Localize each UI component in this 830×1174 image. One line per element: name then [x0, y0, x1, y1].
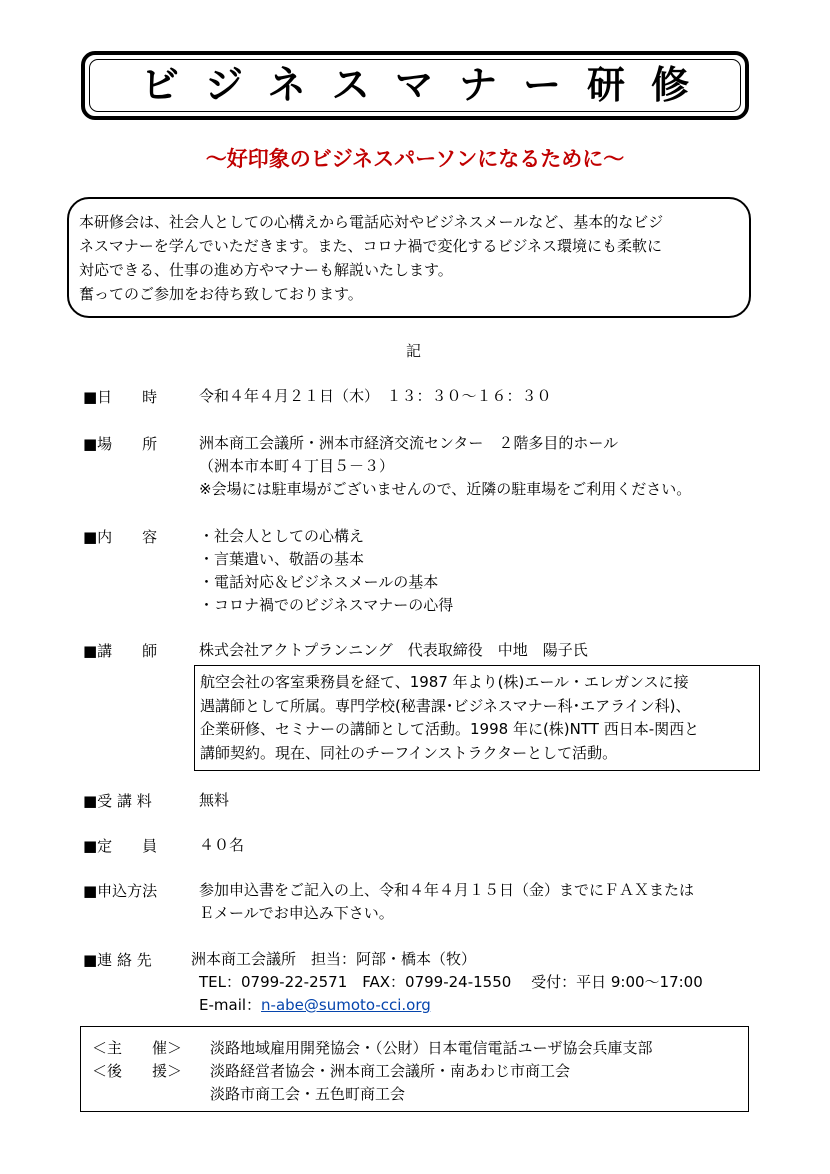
- apply-line: 参加申込書をご記入の上、令和４年４月１５日（金）までにＦＡＸまたは: [199, 881, 695, 899]
- bio-line: 講師契約。現在、同社のチーフインストラクターとして活動。: [200, 743, 618, 762]
- ki-heading: 記: [406, 342, 422, 360]
- content-item: ・電話対応＆ビジネスメールの基本: [199, 573, 439, 591]
- venue-value: [199, 432, 691, 501]
- venue-line: 洲本商工会議所・洲本市経済交流センター ２階多目的ホール: [199, 434, 619, 452]
- apply-label: ■申込方法: [83, 882, 158, 900]
- page-title: ビジネスマナー研修: [140, 63, 716, 107]
- venue-line: （洲本市本町４丁目５－３）: [199, 457, 395, 475]
- contact-line-1: 洲本商工会議所 担当：阿部・橋本（牧）: [191, 950, 477, 968]
- lecturer-label: ■講 師: [83, 642, 158, 660]
- support-value-1: 淡路経営者協会・洲本商工会議所・南あわじ市商工会: [210, 1062, 571, 1080]
- capacity-value: ４０名: [199, 836, 245, 854]
- content-list: [199, 525, 453, 617]
- content-item: ・コロナ禍でのビジネスマナーの心得: [199, 596, 454, 614]
- intro-line: 奮ってのご参加をお待ち致しております。: [79, 285, 363, 303]
- contact-line-2: TEL：0799-22-2571 FAX：0799-24-1550 受付：平日 9:00～17:00: [199, 973, 703, 991]
- email-label: E-mail：: [199, 996, 262, 1014]
- apply-value: [199, 879, 694, 925]
- bio-line: 航空会社の客室乗務員を経て、1987 年より(株)エール・エレガンスに接: [200, 673, 689, 691]
- content-label: ■内 容: [83, 528, 158, 546]
- lecturer-value: 株式会社アクトプランニング 代表取締役 中地 陽子氏: [199, 641, 588, 659]
- support-value-2: 淡路市商工会・五色町商工会: [210, 1085, 406, 1103]
- lecturer-bio: [200, 671, 756, 765]
- contact-label: ■連 絡 先: [83, 951, 152, 969]
- contact-email-row: [199, 994, 431, 1017]
- intro-line: ネスマナーを学んでいただきます。また、コロナ禍で変化するビジネス環境にも柔軟に: [79, 237, 663, 255]
- bio-line: 遇講師として所属。専門学校(秘書課･ビジネスマナー科･エアライン科)、: [200, 696, 691, 715]
- host-value: 淡路地域雇用開発協会・（公財）日本電信電話ユーザ協会兵庫支部: [210, 1039, 653, 1057]
- content-item: ・社会人としての心構え: [199, 527, 365, 545]
- capacity-label: ■定 員: [83, 837, 158, 855]
- email-link[interactable]: n-abe@sumoto-cci.org: [261, 996, 431, 1014]
- datetime-value: 令和４年４月２１日（木） １３：３０～１６：３０: [199, 387, 552, 405]
- intro-line: 本研修会は、社会人としての心構えから電話応対やビジネスメールなど、基本的なビジ: [79, 213, 664, 231]
- venue-label: ■場 所: [83, 435, 158, 453]
- subtitle: ～好印象のビジネスパーソンになるために～: [205, 147, 625, 171]
- support-label: ＜後 援＞: [92, 1062, 183, 1080]
- intro-line: 対応できる、仕事の進め方やマナーも解説いたします。: [79, 261, 453, 279]
- fee-value: 無料: [199, 791, 230, 809]
- venue-line: ※会場には駐車場がございませんので、近隣の駐車場をご利用ください。: [199, 480, 692, 498]
- bio-line: 企業研修、セミナーの講師として活動。1998 年に(株)NTT 西日本-関西と: [200, 720, 700, 738]
- host-label: ＜主 催＞: [92, 1039, 183, 1057]
- title-frame: [81, 51, 749, 120]
- fee-label: ■受 講 料: [83, 792, 152, 810]
- datetime-label: ■日 時: [83, 388, 158, 406]
- apply-line: Ｅメールでお申込み下さい。: [199, 904, 394, 922]
- content-item: ・言葉遣い、敬語の基本: [199, 550, 365, 568]
- intro-text: [79, 210, 751, 306]
